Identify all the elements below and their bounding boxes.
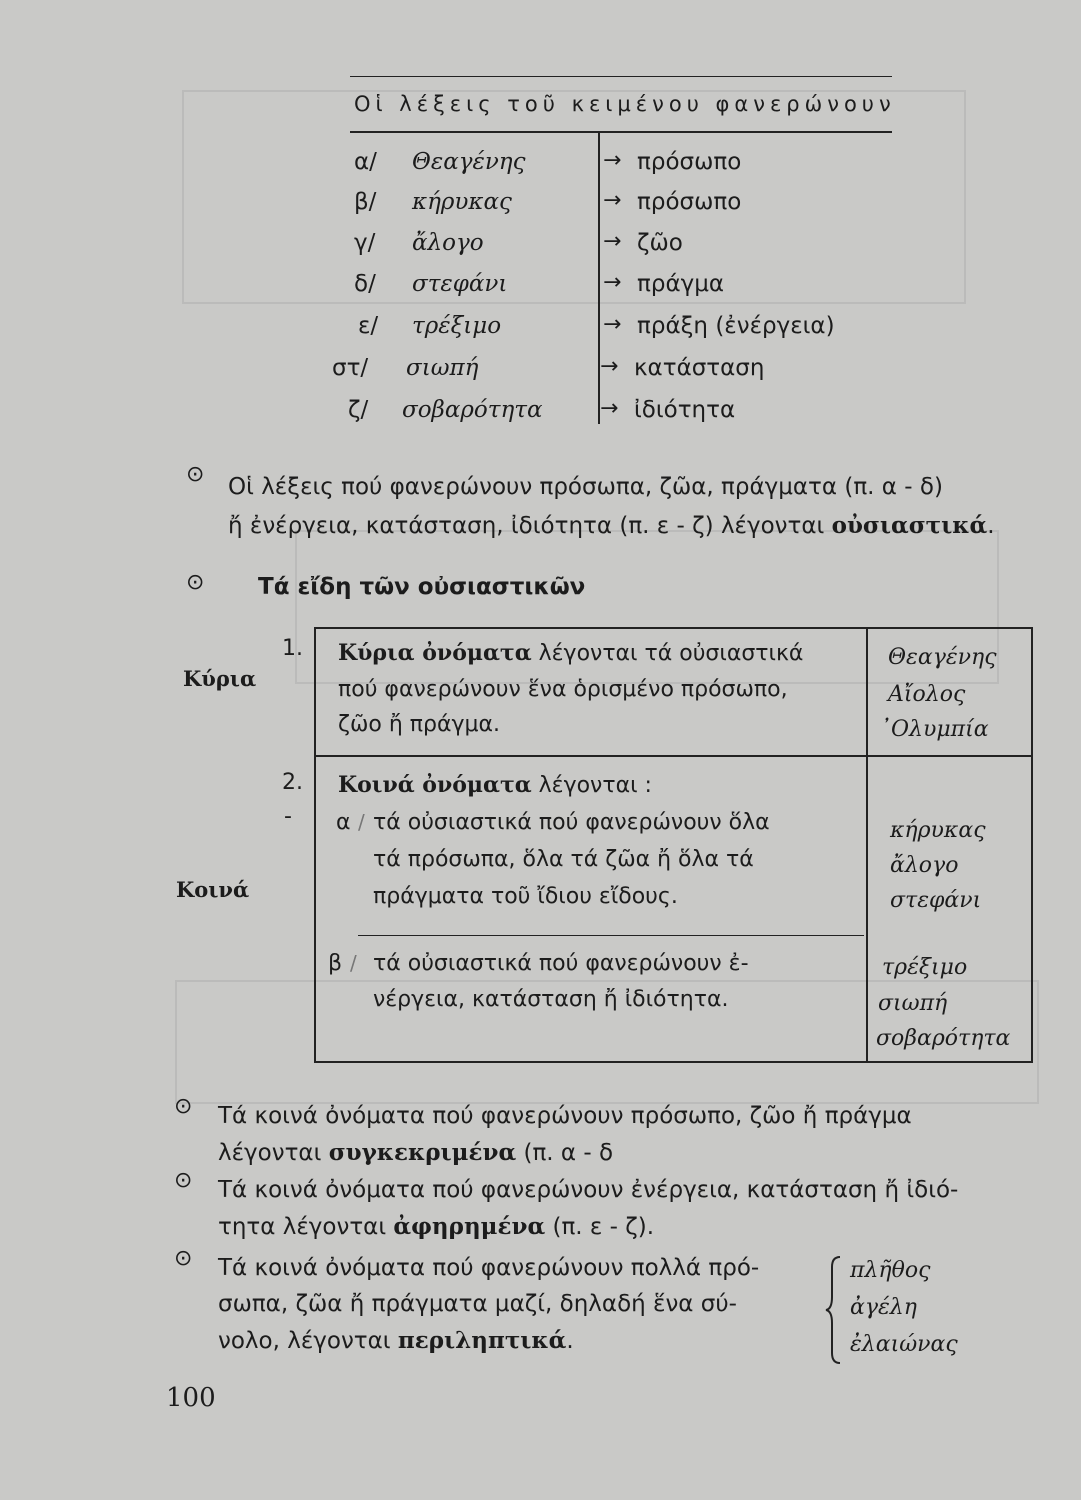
header-bottom-rule bbox=[350, 131, 892, 133]
table-top-rule bbox=[315, 627, 1033, 629]
note3-text: τητα λέγονται bbox=[218, 1214, 394, 1240]
subitem-b-line2: νέργεια, κατάσταση ἤ ἰδιότητα. bbox=[373, 987, 729, 1012]
term-perilyptika: περιληπτικά bbox=[397, 1327, 567, 1354]
header-top-rule bbox=[350, 76, 892, 77]
koina-dash: - bbox=[284, 804, 292, 829]
example-trexsimo: τρέξιμο bbox=[882, 955, 968, 980]
arrow-icon: → bbox=[603, 229, 622, 254]
note3-end: (π. ε - ζ). bbox=[545, 1214, 655, 1240]
example-stefani: στεφάνι bbox=[890, 888, 982, 913]
curly-brace-icon bbox=[824, 1255, 846, 1365]
note4-line1: Τά κοινά ὀνόματα πού φανερώνουν πολλά πρό- bbox=[218, 1255, 760, 1281]
note1-line2 bbox=[228, 512, 995, 539]
table-example-divider bbox=[866, 627, 868, 1063]
arrow-icon: → bbox=[600, 396, 619, 421]
row-meaning: ζῶο bbox=[637, 230, 683, 256]
row-letter: δ/ bbox=[354, 271, 376, 297]
example-olympia: ᾿Ολυμπία bbox=[880, 717, 989, 742]
note2-line1: Τά κοινά ὀνόματα πού φανερώνουν πρόσωπο, ζῶο ἤ πράγμα bbox=[218, 1103, 912, 1129]
kyria-number: 1. bbox=[282, 636, 303, 661]
note1-end: . bbox=[987, 513, 995, 539]
bullet-icon: ⊙ bbox=[174, 1094, 193, 1119]
example-aiolos: Αἴολος bbox=[888, 682, 966, 707]
table-bottom-rule bbox=[315, 1061, 1033, 1063]
subitem-b-letter: β bbox=[328, 951, 343, 976]
note2-text: λέγονται bbox=[218, 1140, 329, 1166]
note1-text: ἤ ἐνέργεια, κατάσταση, ἰδιότητα (π. ε - ζ) λέγονται bbox=[228, 513, 832, 539]
bleed-through-box bbox=[182, 90, 966, 304]
bullet-icon: ⊙ bbox=[174, 1168, 193, 1193]
subitem-a-line3: πράγματα τοῦ ἴδιου εἴδους. bbox=[373, 884, 678, 909]
row-word: ἄλογο bbox=[412, 230, 484, 256]
term-koina-onomata: Κοινά ὀνόματα bbox=[338, 772, 532, 798]
row-letter: β/ bbox=[354, 189, 377, 215]
row-letter: γ/ bbox=[354, 230, 376, 256]
kyria-line2: πού φανερώνουν ἕνα ὁρισμένο πρόσωπο, bbox=[338, 677, 788, 702]
term-afirimena: ἀφηρημένα bbox=[393, 1213, 546, 1240]
subitem-b-line1: τά οὐσιαστικά πού φανερώνουν ἐ- bbox=[373, 951, 749, 976]
koina-text: λέγονται : bbox=[531, 773, 652, 798]
row-meaning: κατάσταση bbox=[634, 355, 765, 381]
note4-line2: σωπα, ζῶα ἤ πράγματα μαζί, δηλαδή ἕνα σύ- bbox=[218, 1291, 737, 1317]
page-number: 100 bbox=[166, 1383, 216, 1413]
kyria-line1 bbox=[338, 640, 803, 666]
bullet-icon: ⊙ bbox=[174, 1246, 193, 1271]
row-meaning: ἰδιότητα bbox=[634, 397, 736, 423]
note3-line1: Τά κοινά ὀνόματα πού φανερώνουν ἐνέργεια, κατάσταση ἤ ἰδιό- bbox=[218, 1177, 959, 1203]
arrow-icon: → bbox=[603, 270, 622, 295]
row-letter: ε/ bbox=[358, 313, 379, 339]
example-siopi: σιωπή bbox=[878, 991, 948, 1016]
example-sovarotita: σοβαρότητα bbox=[876, 1026, 1011, 1051]
note2-line2 bbox=[218, 1139, 613, 1166]
row-meaning: πράξη (ἐνέργεια) bbox=[637, 313, 835, 339]
row-meaning: πρόσωπο bbox=[637, 149, 742, 175]
row-letter: στ/ bbox=[332, 355, 369, 381]
row-meaning: πρόσωπο bbox=[637, 189, 742, 215]
term-kyria-onomata: Κύρια ὀνόματα bbox=[338, 640, 532, 666]
example-kirykas: κήρυκας bbox=[890, 818, 986, 843]
kyria-line3: ζῶο ἤ πράγμα. bbox=[338, 712, 501, 737]
koina-number: 2. bbox=[282, 770, 303, 795]
koina-heading bbox=[338, 772, 652, 798]
row-letter: α/ bbox=[354, 149, 377, 175]
slash-mark: / bbox=[350, 951, 357, 975]
note4-end: . bbox=[566, 1328, 574, 1354]
example-theagenis: Θεαγένης bbox=[888, 645, 997, 670]
note4-line3 bbox=[218, 1327, 574, 1354]
row-word: Θεαγένης bbox=[412, 149, 526, 175]
subitem-a-letter: α bbox=[336, 810, 351, 835]
row-word: τρέξιμο bbox=[412, 313, 502, 339]
note3-line2 bbox=[218, 1213, 654, 1240]
bullet-icon: ⊙ bbox=[186, 570, 205, 595]
table-left-border bbox=[314, 627, 316, 1063]
note1-line1: Οἱ λέξεις πού φανερώνουν πρόσωπα, ζῶα, πράγματα (π. α - δ) bbox=[228, 474, 943, 500]
example-plithos: πλῆθος bbox=[850, 1258, 931, 1283]
bullet-icon: ⊙ bbox=[186, 462, 205, 487]
arrow-icon: → bbox=[600, 354, 619, 379]
kyria-side-label: Κύρια bbox=[183, 666, 257, 691]
subitem-a-line2: τά πρόσωπα, ὅλα τά ζῶα ἤ ὅλα τά bbox=[373, 847, 754, 872]
arrow-icon: → bbox=[603, 312, 622, 337]
header-title: Οἱ λέξεις τοῦ κειμένου φανερώνουν bbox=[354, 92, 896, 116]
row-word: στεφάνι bbox=[412, 271, 508, 297]
note4-text: νολο, λέγονται bbox=[218, 1328, 398, 1354]
word-table-divider bbox=[598, 132, 600, 424]
table-right-border bbox=[1031, 627, 1033, 1063]
section-title: Τά εἴδη τῶν οὐσιαστικῶν bbox=[258, 574, 586, 600]
row-meaning: πράγμα bbox=[637, 271, 725, 297]
note2-end: (π. α - δ bbox=[516, 1140, 614, 1166]
row-word: σοβαρότητα bbox=[402, 397, 543, 423]
term-ousiastika: οὐσιαστικά bbox=[831, 512, 988, 539]
row-word: κήρυκας bbox=[412, 189, 512, 215]
kyria-text: λέγονται τά οὐσιαστικά bbox=[531, 641, 804, 666]
example-alogo: ἄλογο bbox=[890, 853, 959, 878]
row-word: σιωπή bbox=[406, 355, 479, 381]
table-subrow-divider bbox=[358, 935, 864, 936]
subitem-a-line1: τά οὐσιαστικά πού φανερώνουν ὅλα bbox=[373, 810, 770, 835]
row-letter: ζ/ bbox=[348, 397, 369, 423]
arrow-icon: → bbox=[603, 148, 622, 173]
table-row-divider bbox=[315, 755, 1033, 757]
slash-mark: / bbox=[358, 810, 365, 834]
example-elaionas: ἐλαιώνας bbox=[850, 1332, 958, 1357]
example-ageli: ἀγέλη bbox=[850, 1295, 917, 1320]
term-synkekrimena: συγκεκριμένα bbox=[328, 1139, 517, 1166]
arrow-icon: → bbox=[603, 188, 622, 213]
koina-side-label: Κοινά bbox=[176, 877, 250, 902]
